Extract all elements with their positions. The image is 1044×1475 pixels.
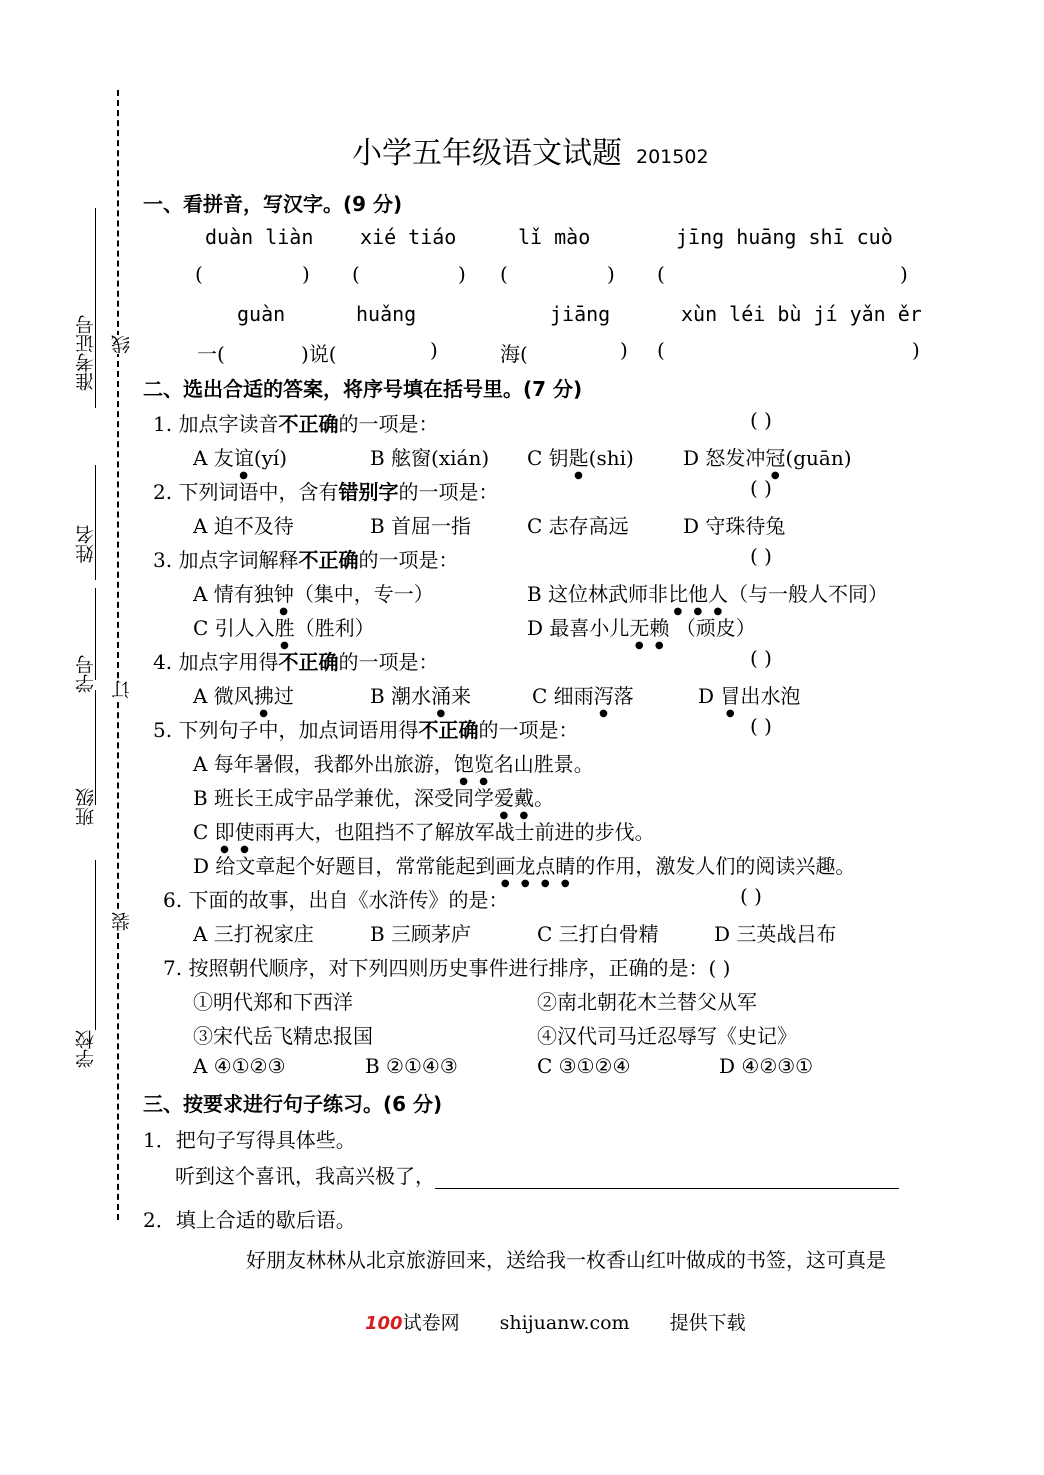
section3-q2-sentence: 好朋友林林从北京旅游回来，送给我一枚香山红叶做成的书签，这可真是 — [246, 1248, 886, 1272]
download-note: 提供下载 — [669, 1312, 746, 1334]
pinyin: duàn liàn — [205, 225, 314, 249]
title-main: 小学五年级语文试题 — [352, 136, 622, 171]
answer-bracket: ( ) — [750, 408, 772, 432]
option: C 细雨泻落 — [532, 684, 634, 708]
answer-bracket: ( — [500, 262, 508, 286]
section2-heading: 二、选出合适的答案，将序号填在括号里。(7 分) — [143, 377, 583, 401]
option: A 每年暑假，我都外出旅游，饱览名山胜景。 — [193, 752, 594, 776]
answer-bracket: ( ) — [740, 884, 762, 908]
option: B 首屈一指 — [370, 514, 472, 538]
section3-q1-sentence: 听到这个喜讯，我高兴极了， — [175, 1160, 899, 1189]
pinyin: huǎng — [356, 302, 417, 326]
option: B 班长王成宇品学兼优，深受同学爱戴。 — [193, 786, 555, 810]
site-domain: shijuanw.com — [499, 1312, 630, 1334]
history-event: ①明代郑和下西洋 — [193, 990, 353, 1014]
option: B 潮水涌来 — [370, 684, 472, 708]
option: C 即使雨再大，也阻挡不了解放军战士前进的步伐。 — [193, 820, 655, 844]
binding-mark-line: 线 — [108, 335, 135, 354]
field-student-number: 学号 — [75, 655, 97, 693]
answer-bracket: ( — [657, 262, 665, 286]
question-6: 6. 下面的故事，出自《水浒传》的是： — [163, 888, 509, 912]
answer-blank — [435, 1166, 899, 1189]
option: D ④②③① — [719, 1054, 814, 1078]
question-1: 1. 加点字读音不正确的一项是： — [153, 412, 439, 436]
option: D 三英战吕布 — [714, 922, 837, 946]
option: C 三打白骨精 — [537, 922, 659, 946]
pinyin: xùn léi bù jí yǎn ěr — [681, 302, 922, 326]
option: D 最喜小儿无赖 （顽皮） — [527, 616, 756, 640]
answer-slot: ) — [912, 338, 920, 362]
answer-slot: ( — [657, 338, 665, 362]
binding-mark-staple: 订 — [108, 680, 135, 699]
site-name: 试卷网 — [402, 1312, 460, 1334]
section3-q2: 2．填上合适的歇后语。 — [143, 1208, 356, 1232]
answer-bracket: ( — [352, 262, 360, 286]
option: A ④①②③ — [193, 1054, 286, 1078]
section3-heading: 三、按要求进行句子练习。(6 分) — [143, 1092, 443, 1116]
section1-heading: 一、看拼音，写汉字。(9 分) — [143, 192, 403, 216]
option: B 三顾茅庐 — [370, 922, 472, 946]
answer-bracket: ) — [458, 262, 466, 286]
option: D 给文章起个好题目，常常能起到画龙点睛的作用，激发人们的阅读兴趣。 — [193, 854, 856, 878]
answer-bracket: ( ) — [750, 476, 772, 500]
question-7: 7. 按照朝代顺序，对下列四则历史事件进行排序，正确的是：( ) — [163, 956, 731, 980]
pinyin: guàn — [237, 302, 286, 326]
option: A 三打祝家庄 — [193, 922, 314, 946]
question-5: 5. 下列句子中，加点词语用得不正确的一项是： — [153, 718, 579, 742]
option: C 钥匙(shi) — [527, 446, 634, 470]
answer-bracket: ) — [302, 262, 310, 286]
history-event: ②南北朝花木兰替父从军 — [537, 990, 757, 1014]
option: A 迫不及待 — [193, 514, 294, 538]
field-admission-number: 准考证号 — [75, 315, 97, 391]
option: D 怒发冲冠(guān) — [683, 446, 852, 470]
option: C ③①②④ — [537, 1054, 631, 1078]
answer-slot: 海( — [500, 342, 528, 366]
binding-mark-bind: 装 — [108, 912, 135, 931]
answer-slot: ) — [620, 338, 628, 362]
field-line — [95, 860, 96, 1030]
answer-bracket: ) — [900, 262, 908, 286]
footer — [365, 1308, 746, 1335]
option: A 微风拂过 — [193, 684, 294, 708]
answer-bracket: ( ) — [750, 544, 772, 568]
option: B 这位林武师非比他人（与一般人不同） — [527, 582, 889, 606]
answer-bracket: ( — [195, 262, 203, 286]
pinyin: jiāng — [550, 302, 611, 326]
question-3: 3. 加点字词解释不正确的一项是： — [153, 548, 459, 572]
option: B 舷窗(xián) — [370, 446, 490, 470]
history-event: ③宋代岳飞精忠报国 — [193, 1024, 373, 1048]
answer-bracket: ( ) — [750, 646, 772, 670]
field-class: 班级 — [75, 788, 97, 826]
option: C 志存高远 — [527, 514, 629, 538]
option: D 冒出水泡 — [698, 684, 801, 708]
option: B ②①④③ — [365, 1054, 458, 1078]
answer-slot: ) — [430, 338, 438, 362]
page-title — [352, 128, 709, 172]
binding-dashed-line — [117, 90, 119, 1220]
question-4: 4. 加点字用得不正确的一项是： — [153, 650, 439, 674]
section3-q1: 1．把句子写得具体些。 — [143, 1128, 356, 1152]
field-name: 姓名 — [75, 525, 97, 563]
answer-slot: 一( — [197, 342, 225, 366]
option: D 守珠待兔 — [683, 514, 786, 538]
pinyin: lǐ mào — [518, 225, 591, 249]
option: A 友谊(yí) — [193, 446, 288, 470]
option: A 情有独钟（集中，专一） — [193, 582, 434, 606]
question-2: 2. 下列词语中，含有错别字的一项是： — [153, 480, 499, 504]
answer-bracket: ) — [607, 262, 615, 286]
site-logo: 100 — [365, 1313, 403, 1334]
pinyin: jīng huāng shī cuò — [676, 225, 893, 249]
pinyin: xié tiáo — [360, 225, 457, 249]
answer-slot: )说( — [301, 342, 337, 366]
answer-bracket: ( ) — [750, 714, 772, 738]
title-code: 201502 — [636, 146, 709, 168]
field-school: 学校 — [75, 1030, 97, 1068]
history-event: ④汉代司马迁忍辱写《史记》 — [537, 1024, 797, 1048]
option: C 引人入胜（胜利） — [193, 616, 375, 640]
